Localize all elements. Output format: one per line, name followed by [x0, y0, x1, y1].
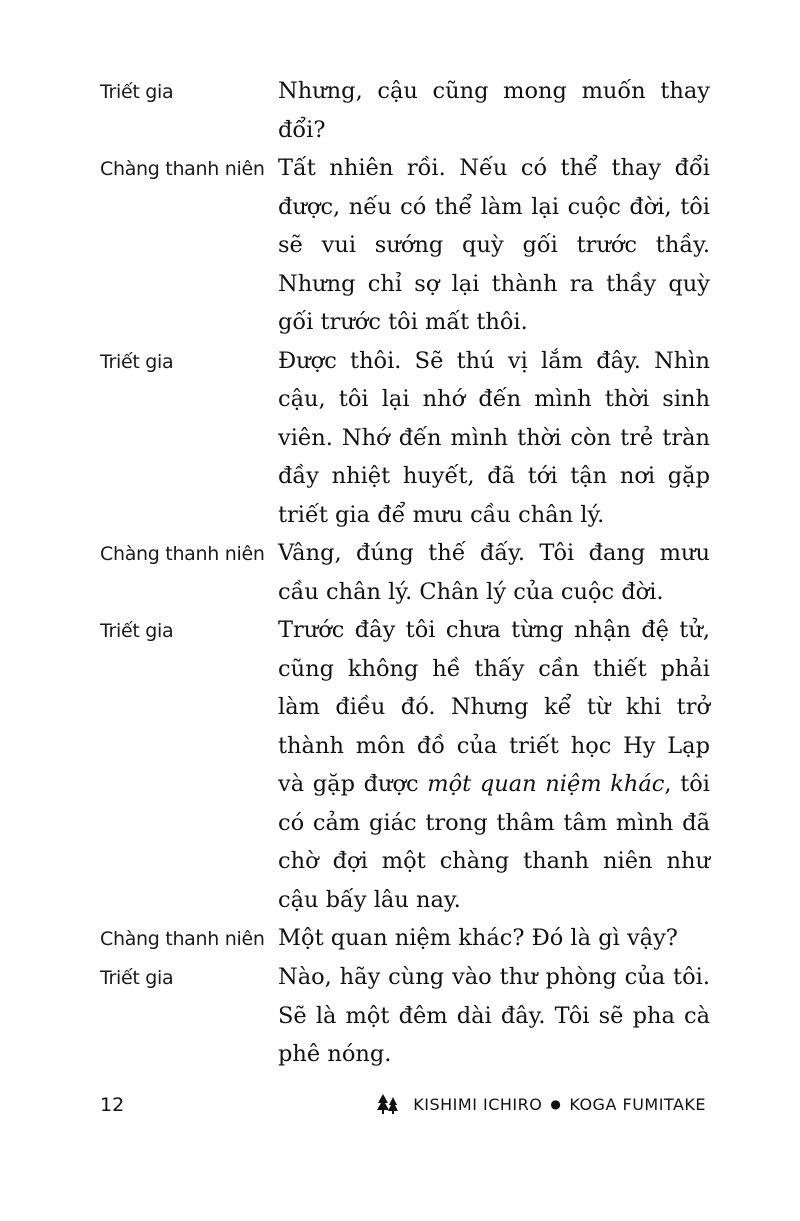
- speaker-label: Chàng thanh niên: [100, 928, 265, 950]
- speaker-label: Triết gia: [100, 620, 174, 642]
- dialogue-entry: [100, 72, 710, 149]
- author-separator: ●: [550, 1097, 562, 1111]
- dialogue-entry: [100, 958, 710, 1074]
- page-footer: [100, 1094, 706, 1124]
- speech-text: [278, 958, 710, 1074]
- speech-text: [278, 149, 710, 342]
- italic-phrase: một quan niệm khác: [427, 771, 665, 797]
- speech-segment: Được thôi. Sẽ thú vị lắm đây. Nhìn cậu, tôi lại nhớ đến mình thời sinh viên. Nhớ đến mình thời còn trẻ tràn đầy nhiệt huyết, đã tới tận nơi gặp triết gia để mưu cầu chân lý.: [278, 347, 710, 528]
- dialogue-entry: [100, 342, 710, 535]
- speech-segment: Nào, hãy cùng vào thư phòng của tôi. Sẽ là một đêm dài đây. Tôi sẽ pha cà phê nóng.: [278, 964, 710, 1067]
- speech-segment: Một quan niệm khác? Đó là gì vậy?: [278, 925, 678, 951]
- tree-logo-icon: [377, 1094, 399, 1114]
- speaker-label: Triết gia: [100, 967, 174, 989]
- speech-segment: Vâng, đúng thế đấy. Tôi đang mưu cầu chân lý. Chân lý của cuộc đời.: [278, 540, 710, 605]
- dialogue-entry: [100, 149, 710, 342]
- dialogue-entry: [100, 919, 710, 958]
- speech-text: [278, 72, 710, 149]
- speech-segment: Nhưng, cậu cũng mong muốn thay đổi?: [278, 78, 710, 143]
- dialogue-section: [100, 72, 710, 1074]
- speaker-label: Triết gia: [100, 350, 174, 373]
- running-head: [377, 1094, 706, 1114]
- speech-segment: Trước đây tôi chưa từng nhận đệ tử, cũng không hề thấy cần thiết phải làm điều đó. Nhưng kể từ khi trở thành môn đồ của triết học Hy Lạp và gặp được: [278, 617, 710, 797]
- speaker-label: Triết gia: [100, 81, 174, 103]
- page-number: 12: [100, 1094, 125, 1116]
- speech-segment: , tôi có cảm giác trong thâm tâm mình đã chờ đợi một chàng thanh niên như cậu bấy lâu nay.: [278, 771, 710, 913]
- speech-text: [278, 919, 710, 958]
- speaker-label: Chàng thanh niên: [100, 158, 265, 180]
- speech-text: [278, 342, 710, 535]
- speech-text: [278, 534, 710, 611]
- speech-segment: Tất nhiên rồi. Nếu có thể thay đổi được, nếu có thể làm lại cuộc đời, tôi sẽ vui sướng quỳ gối trước thầy. Nhưng chỉ sợ lại thành ra thầy quỳ gối trước tôi mất thôi.: [278, 155, 710, 335]
- dialogue-entry: [100, 611, 710, 919]
- author-2: KOGA FUMITAKE: [569, 1094, 706, 1114]
- speaker-label: Chàng thanh niên: [100, 543, 265, 565]
- speech-text: [278, 611, 710, 919]
- dialogue-entry: [100, 534, 710, 611]
- author-1: KISHIMI ICHIRO: [413, 1094, 543, 1114]
